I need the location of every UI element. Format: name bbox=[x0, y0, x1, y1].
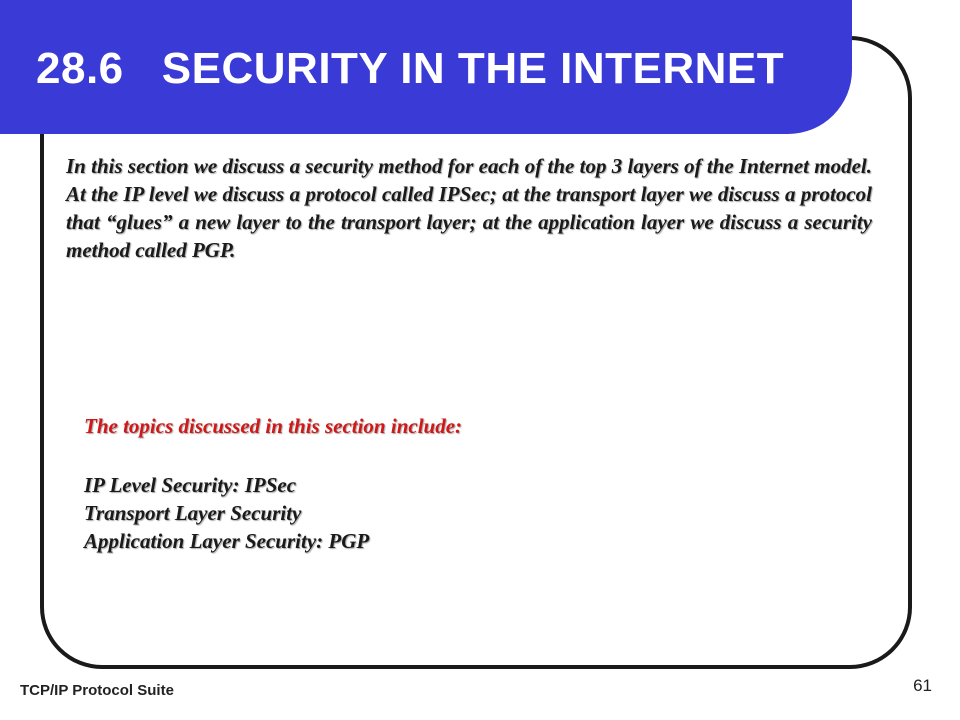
topics-list bbox=[84, 471, 369, 555]
intro-paragraph: In this section we discuss a security method for each of the top 3 layers of the Internet model. At the IP level we discuss a protocol called IPSec; at the transport layer we discuss a protocol that “glues” a new layer to the transport layer; at the application layer we discuss a security method called PGP. bbox=[66, 154, 872, 262]
slide-title: 28.6 SECURITY IN THE INTERNET bbox=[36, 44, 785, 93]
footer-source: TCP/IP Protocol Suite bbox=[20, 682, 174, 699]
topic-item: Application Layer Security: PGP bbox=[84, 529, 370, 553]
topic-item: Transport Layer Security bbox=[84, 501, 302, 525]
topic-item: IP Level Security: IPSec bbox=[84, 473, 297, 497]
topics-heading: The topics discussed in this section include: bbox=[84, 414, 463, 438]
page-number: 61 bbox=[913, 676, 932, 695]
